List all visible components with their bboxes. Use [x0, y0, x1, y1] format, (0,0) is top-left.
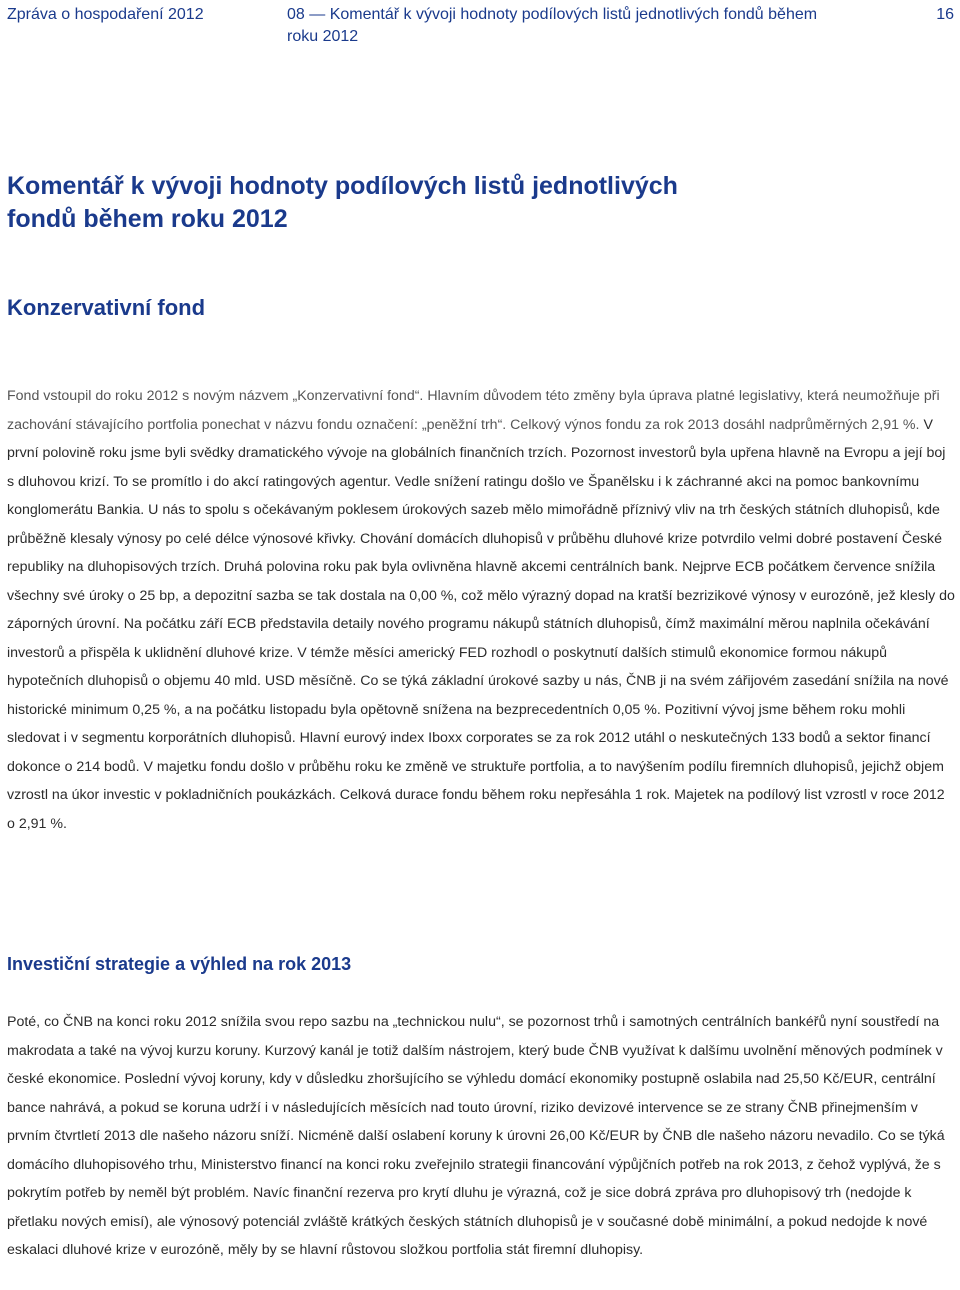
- paragraph-intro-sentences: Fond vstoupil do roku 2012 s novým názvem „Konzervativní fond“. Hlavním důvodem této změny byla úprava platné legislativy, která neumožňuje při zachování stávajícího portfolia ponechat v názvu fondu označení: „peněžní trh“. Celkový výnos fondu za rok 2013 dosáhl nadprůměrných 2,91 %.: [7, 388, 940, 433]
- body-paragraph-konzervativni-fond: [7, 382, 955, 838]
- page-number: 16: [936, 6, 954, 23]
- document-title: Zpráva o hospodaření 2012: [7, 6, 204, 23]
- section-title: Konzervativní fond: [7, 295, 206, 320]
- page-header: [7, 4, 954, 48]
- chapter-title: 08 — Komentář k vývoji hodnoty podílových listů jednotlivých fondů během roku 2012: [287, 6, 818, 45]
- page-title: Komentář k vývoji hodnoty podílových listů jednotlivých fondů během roku 2012: [7, 172, 678, 233]
- subheading-investment-strategy: Investiční strategie a výhled na rok 2013: [7, 954, 352, 974]
- paragraph-main-text: V první polovině roku jsme byli svědky dramatického vývoje na globálních finančních trzích. Pozornost investorů byla upřena hlavně na Evropu a její boj s dluhovou krizí. To se promítlo i do akcí ratingových agentur. Vedle snížení ratingu došlo ve Španělsku i k záchranné akci na pomoc bankovnímu konglomerátu Bankia. U nás to spolu s očekávaným poklesem úrokových sazeb mělo mimořádně příznivý vliv na trh českých státních dluhopisů, kde průběžně klesaly výnosy po celé délce výnosové křivky. Chování domácích dluhopisů v průběhu dluhové krize potvrdilo velmi dobré postavení České republiky na dluhopisových trzích. Druhá polovina roku pak byla ovlivněna hlavně akcemi centrálních bank. Nejprve ECB počátkem července snížila všechny své úroky o 25 bp, a depozitní sazba se tak dostala na 0,00 %, což mělo výrazný dopad na kratší bezrizikové výnosy v eurozóně, jež klesly do záporných úrovní. Na počátku září ECB představila detaily nového programu nákupů státních dluhopisů, čímž maximální měrou naplnila očekávání investorů a přispěla k uklidnění dluhové krize. V témže měsíci americký FED rozhodl o poskytnutí dalších stimulů ekonomice formou nákupů hypotečních dluhopisů o objemu 40 mld. USD měsíčně. Co se týká základní úrokové sazby u nás, ČNB ji na svém zářijovém zasedání snížila na nové historické minimum 0,25 %, a na počátku listopadu byla opětovně snížena na bezprecedentních 0,05 %. Pozitivní vývoj jsme během roku mohli sledovat i v segmentu korporátních dluhopisů. Hlavní eurový index Iboxx corporates se za rok 2012 utáhl o neskutečných 133 bodů a sektor financí dokonce o 214 bodů. V majetku fondu došlo v průběhu roku ke změně ve struktuře portfolia, a to navýšením podílu firemních dluhopisů, jejichž objem vzrostl na úkor investic v pokladničních poukázkách. Celková durace fondu během roku nepřesáhla 1 rok. Majetek na podílový list vzrostl v roce 2012 o 2,91 %.: [7, 416, 955, 832]
- body-paragraph-investment-strategy: Poté, co ČNB na konci roku 2012 snížila svou repo sazbu na „technickou nulu“, se pozornost trhů i samotných centrálních bankéřů nyní soustředí na makrodata a také na vývoj kurzu koruny. Kurzový kanál je totiž dalším nástrojem, který bude ČNB využívat k dalšímu uvolnění měnových podmínek v české ekonomice. Poslední vývoj koruny, kdy v důsledku zhoršujícího se výhledu domácí ekonomiky postupně oslabila nad 25,50 Kč/EUR, centrální bance nahrává, a pokud se koruna udrží i v následujících měsících nad touto úrovní, riziko devizové intervence se ze strany ČNB přinejmenším v prvním čtvrtletí 2013 dle našeho názoru sníží. Nicméně další oslabení koruny k úrovni 26,00 Kč/EUR by ČNB dle našeho názoru nevadilo. Co se týká domácího dluhopisového trhu, Ministerstvo financí na konci roku zveřejnilo strategii financování výpůjčních potřeb na rok 2013, z čehož vyplývá, že s pokrytím potřeb by neměl být problém. Navíc finanční rezerva pro krytí dluhu je výrazná, což je sice dobrá zpráva pro dluhopisový trh (nedojde k přetlaku nových emisí), ale výnosový potenciál zvláště krátkých českých státních dluhopisů je v současné době minimální, a pokud nedojde k nové eskalaci dluhové krize v eurozóně, měly by se hlavní růstovou složkou portfolia stát firemní dluhopisy.: [7, 1014, 945, 1258]
